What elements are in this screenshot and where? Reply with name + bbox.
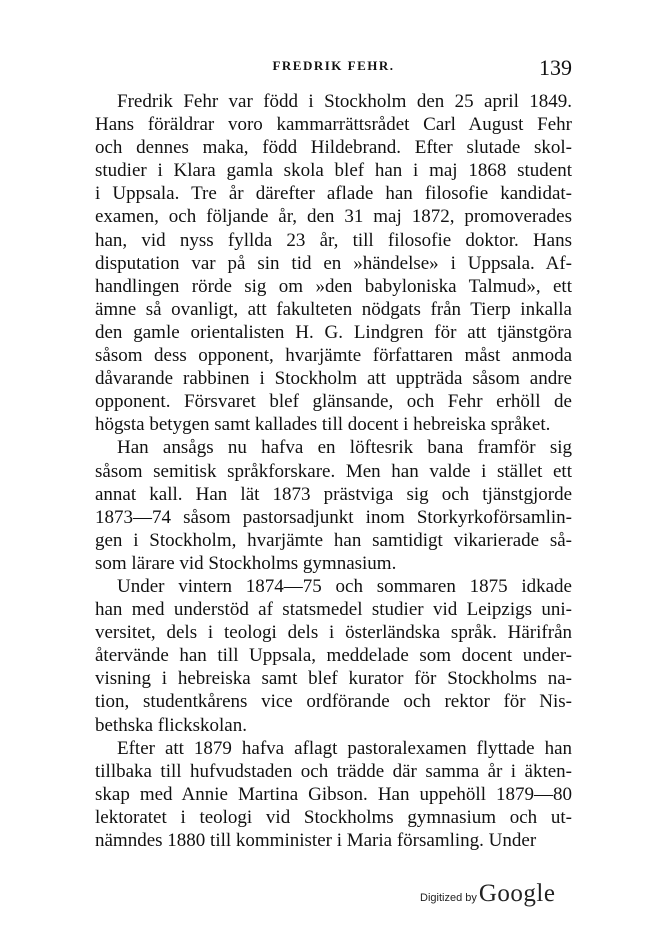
paragraph: [95, 737, 572, 852]
text-line: disputation var på sin tid en »händelse» i Uppsala. Af-: [95, 252, 572, 274]
text-line: högsta betygen samt kallades till docent i hebreiska språket.: [95, 414, 551, 436]
text-line: annat kall. Han lät 1873 prästviga sig och tjänstgjorde: [95, 483, 572, 505]
text-line: versitet, dels i teologi dels i österländska språk. Härifrån: [95, 622, 572, 644]
paragraph: [95, 90, 572, 436]
text-line: tillbaka till hufvudstaden och trädde där samma år i äkten-: [95, 760, 572, 782]
text-line: studier i Klara gamla skola blef han i maj 1868 student: [95, 160, 572, 182]
text-line: examen, och följande år, den 31 maj 1872, promoverades: [95, 206, 572, 228]
paragraph: [95, 436, 572, 575]
text-line: han, vid nyss fyllda 23 år, till filosofie doktor. Hans: [95, 229, 572, 251]
text-line: som lärare vid Stockholms gymnasium.: [95, 552, 397, 574]
text-line: den gamle orientalisten H. G. Lindgren för att tjänstgöra: [95, 321, 572, 343]
paragraph: [95, 575, 572, 737]
text-line: skap med Annie Martina Gibson. Han uppehöll 1879—80: [95, 783, 572, 805]
running-title: FREDRIK FEHR.: [272, 58, 395, 73]
page-header: [95, 55, 572, 82]
text-line: tion, studentkårens vice ordförande och rektor för Nis-: [95, 691, 572, 713]
text-line: såsom semitisk språkforskare. Men han valde i stället ett: [95, 460, 572, 482]
text-line: dåvarande rabbinen i Stockholm att uppträda såsom andre: [95, 368, 572, 390]
text-line: Han ansågs nu hafva en löftesrik bana framför sig: [117, 437, 572, 459]
text-line: Hans föräldrar voro kammarrättsrådet Carl August Fehr: [95, 114, 572, 136]
text-line: handlingen rörde sig om »den babyloniska Talmud», ett: [95, 275, 572, 297]
text-line: 1873—74 såsom pastorsadjunkt inom Storkyrkoförsamlin-: [95, 506, 572, 528]
text-line: bethska flickskolan.: [95, 714, 247, 736]
text-line: i Uppsala. Tre år därefter aflade han filosofie kandidat-: [95, 183, 572, 205]
digitized-by-label: Digitized by: [420, 892, 477, 904]
body-text: [95, 90, 572, 852]
text-line: Fredrik Fehr var född i Stockholm den 25 april 1849.: [117, 91, 572, 112]
text-line: återvände han till Uppsala, meddelade som docent under-: [95, 645, 572, 667]
text-line: han med understöd af statsmedel studier vid Leipzigs uni-: [95, 599, 572, 621]
text-line: lektoratet i teologi vid Stockholms gymnasium och ut-: [95, 806, 572, 828]
page-number: 139: [539, 55, 572, 80]
text-line: nämndes 1880 till komminister i Maria församling. Under: [95, 830, 537, 851]
text-line: såsom dess opponent, hvarjämte författaren måst anmoda: [95, 345, 572, 367]
google-logo: Google: [478, 880, 556, 907]
text-line: Under vintern 1874—75 och sommaren 1875 idkade: [117, 575, 572, 597]
text-line: ämne så ovanligt, att fakulteten nödgats från Tierp inkalla: [95, 298, 572, 320]
text-line: gen i Stockholm, hvarjämte han samtidigt vikarierade så-: [95, 529, 572, 551]
text-line: visning i hebreiska samt blef kurator för Stockholms na-: [95, 668, 572, 690]
text-line: och dennes maka, född Hildebrand. Efter slutade skol-: [95, 137, 572, 159]
digitization-stamp: [420, 880, 555, 908]
text-line: Efter att 1879 hafva aflagt pastoralexamen flyttade han: [117, 737, 572, 759]
text-line: opponent. Försvaret blef glänsande, och Fehr erhöll de: [95, 391, 572, 413]
